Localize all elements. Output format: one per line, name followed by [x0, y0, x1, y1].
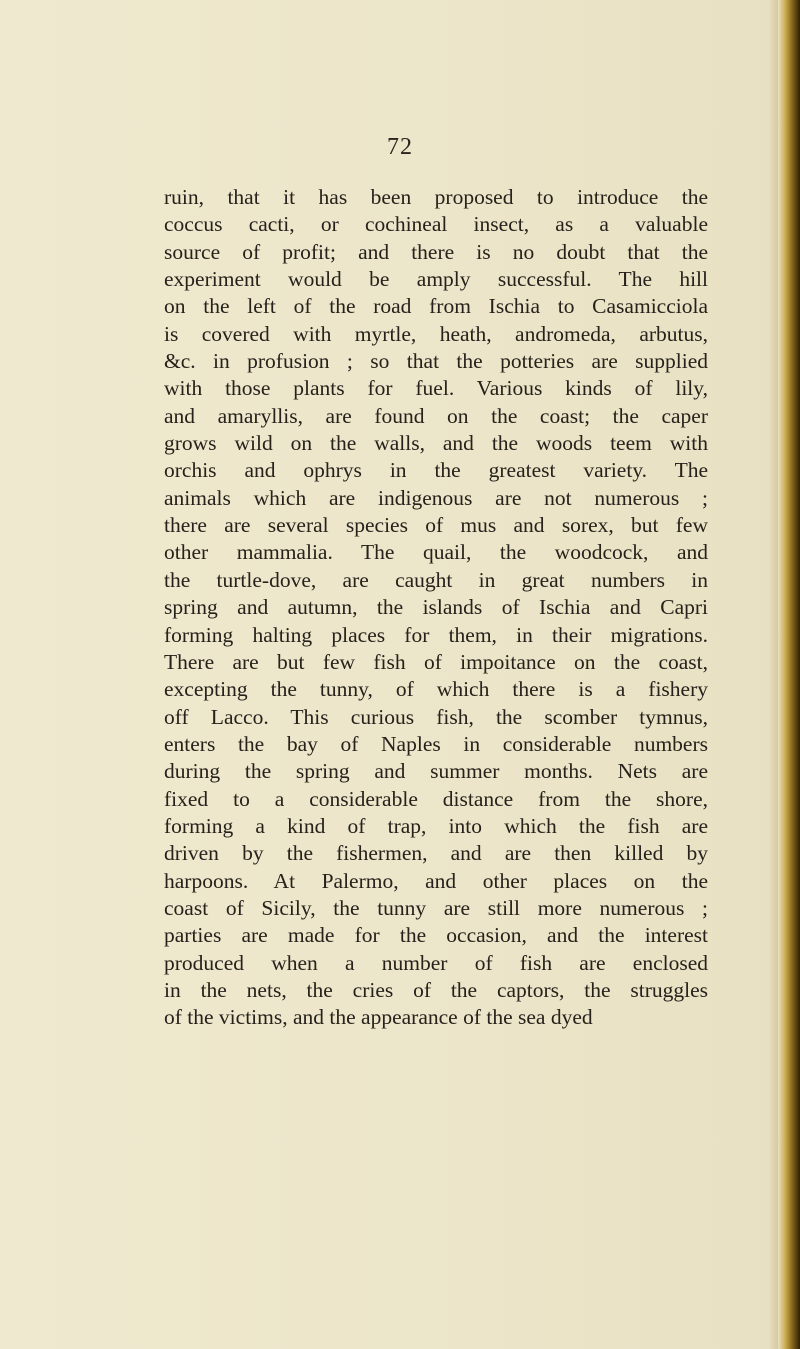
text-line: is covered with myrtle, heath, andromeda, arbutus,: [164, 321, 708, 346]
text-line: off Lacco. This curious fish, the scomber tymnus,: [164, 704, 708, 729]
text-line: animals which are indigenous are not numerous ;: [164, 485, 708, 510]
text-line: fixed to a considerable distance from the shore,: [164, 786, 708, 811]
text-line: coccus cacti, or cochineal insect, as a valuable: [164, 212, 708, 237]
text-line: coast of Sicily, the tunny are still more numerous ;: [164, 895, 708, 920]
text-line: grows wild on the walls, and the woods teem with: [164, 431, 708, 456]
text-line: forming halting places for them, in their migrations.: [164, 622, 708, 647]
text-line: parties are made for the occasion, and the interest: [164, 923, 708, 948]
text-line: there are several species of mus and sorex, but few: [164, 513, 708, 538]
gilt-page-edge: [778, 0, 800, 1349]
text-line: experiment would be amply successful. The hill: [164, 267, 708, 292]
text-line: and amaryllis, are found on the coast; the caper: [164, 403, 708, 428]
text-line: of the victims, and the appearance of the sea dyed: [164, 1005, 593, 1030]
text-line: forming a kind of trap, into which the fish are: [164, 813, 708, 838]
text-line: on the left of the road from Ischia to Casamicciola: [164, 294, 708, 319]
text-line: harpoons. At Palermo, and other places on the: [164, 868, 708, 893]
text-line: spring and autumn, the islands of Ischia and Capri: [164, 595, 708, 620]
text-line: &c. in profusion ; so that the potteries are supplied: [164, 349, 708, 374]
text-line: There are but few fish of impoitance on the coast,: [164, 649, 708, 674]
text-line: produced when a number of fish are enclosed: [164, 950, 708, 975]
text-line: with those plants for fuel. Various kinds of lily,: [164, 376, 708, 401]
text-line: in the nets, the cries of the captors, the struggles: [164, 977, 708, 1002]
text-line: orchis and ophrys in the greatest variety. The: [164, 458, 708, 483]
text-line: other mammalia. The quail, the woodcock, and: [164, 540, 708, 565]
text-line: enters the bay of Naples in considerable numbers: [164, 731, 708, 756]
text-line: excepting the tunny, of which there is a fishery: [164, 677, 708, 702]
text-line: source of profit; and there is no doubt that the: [164, 239, 708, 264]
text-line: ruin, that it has been proposed to introduce the: [164, 185, 708, 209]
text-line: during the spring and summer months. Nets are: [164, 759, 708, 784]
text-line: the turtle-dove, are caught in great numbers in: [164, 567, 708, 592]
page-edge-shadow: [768, 0, 778, 1349]
body-text: [164, 184, 708, 1032]
text-line: driven by the fishermen, and are then killed by: [164, 841, 708, 866]
page-number: 72: [387, 134, 413, 160]
